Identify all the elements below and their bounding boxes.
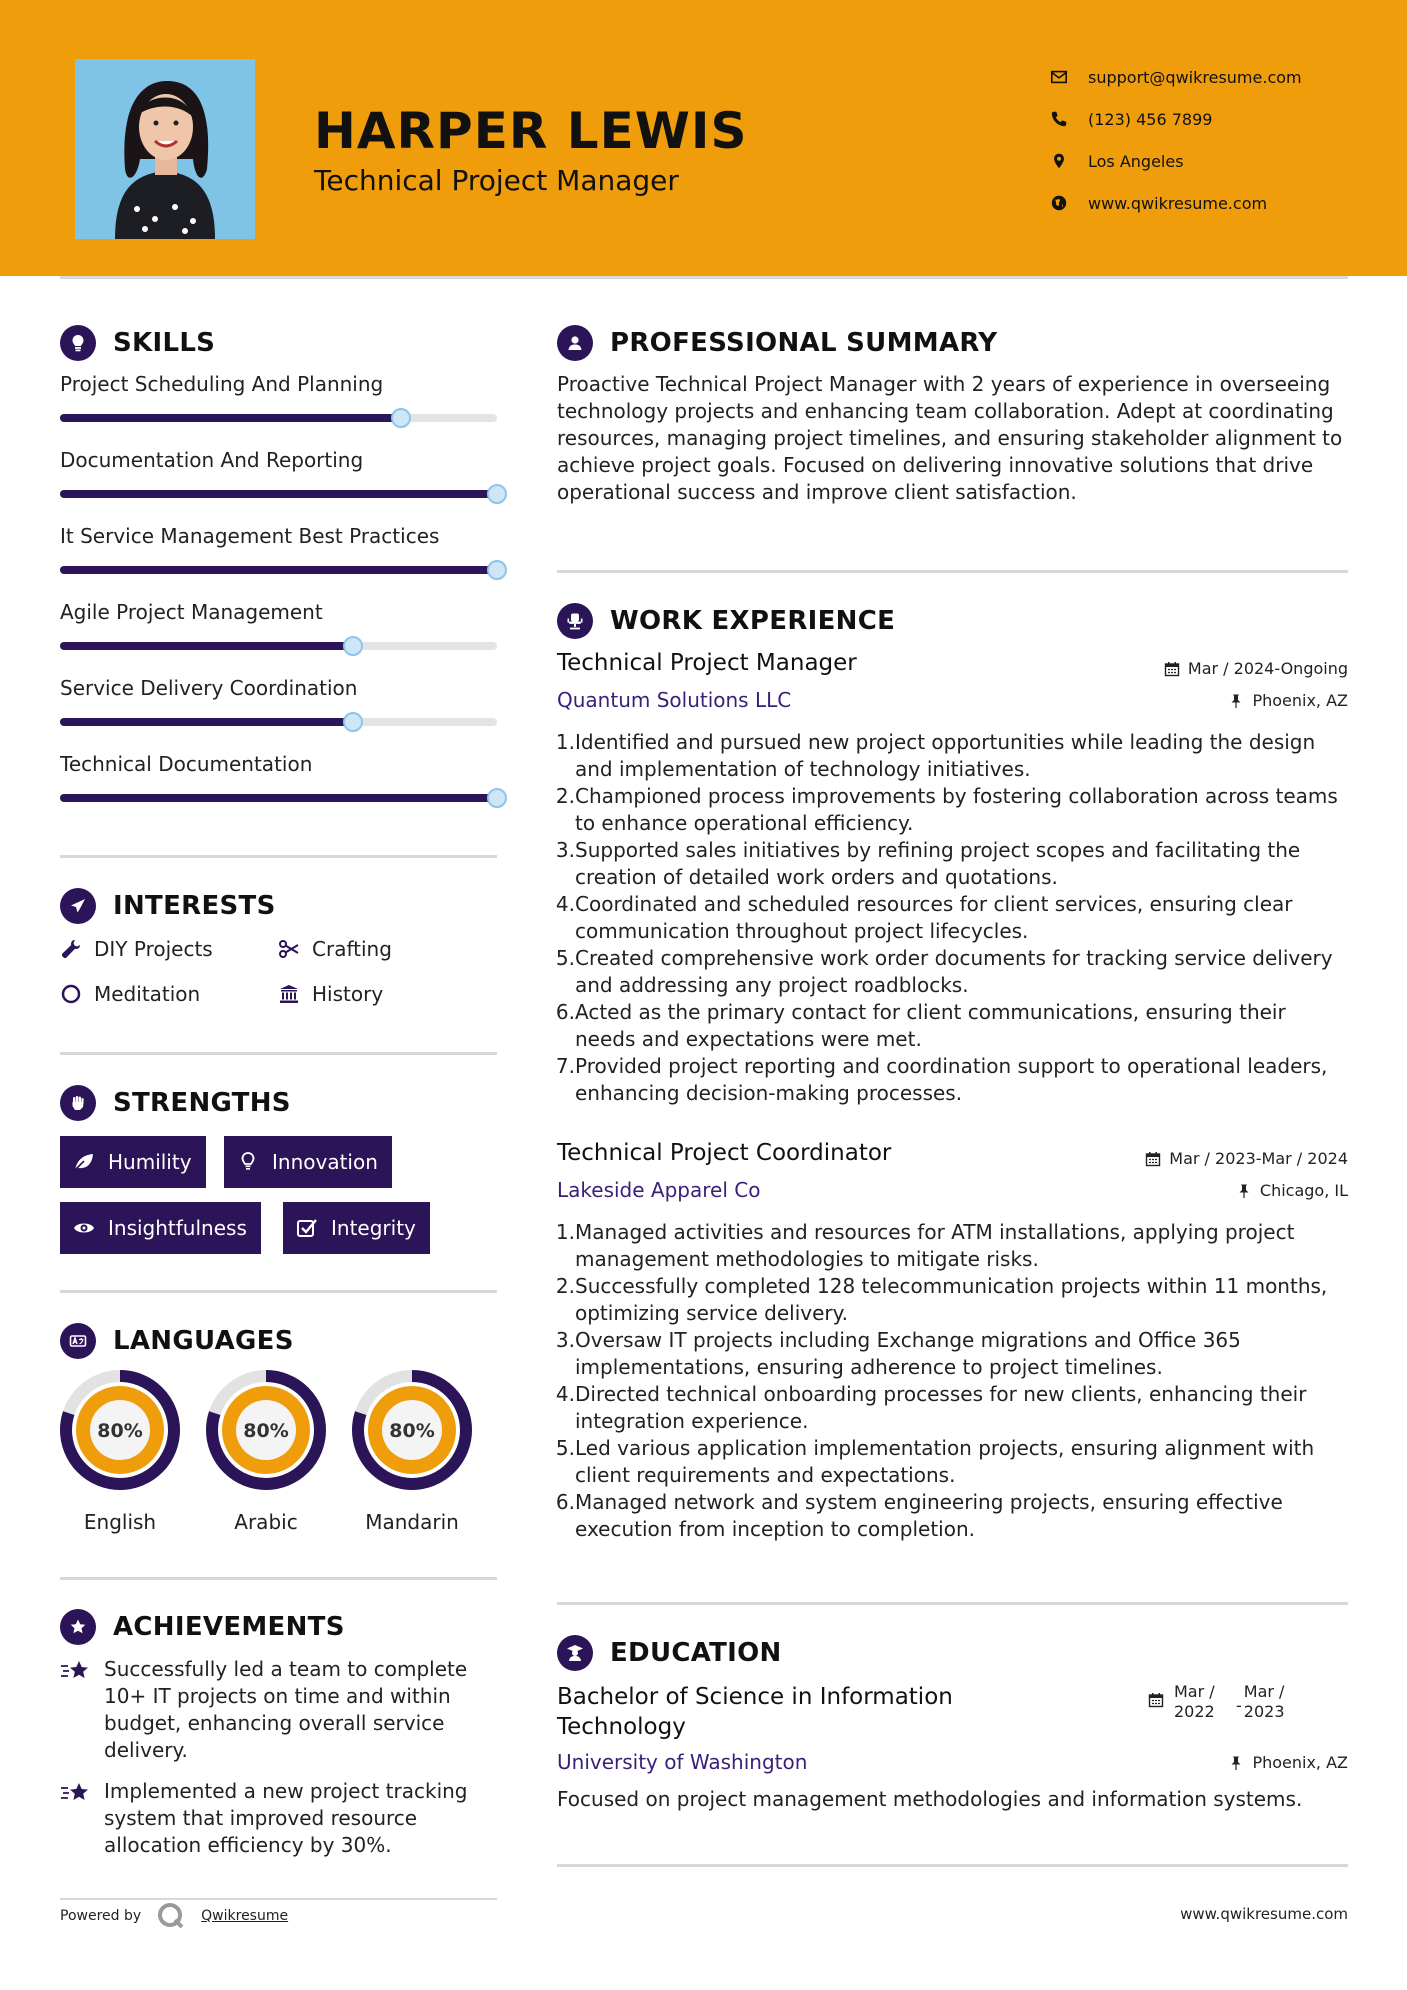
- education-end: [1244, 1682, 1285, 1722]
- skill-label: It Service Management Best Practices: [60, 524, 440, 548]
- shooting-star-icon: [60, 1658, 92, 1686]
- circle-icon: [60, 983, 82, 1005]
- bullet-item: [553, 729, 1343, 783]
- skill-bar: [60, 414, 497, 422]
- job-dates: [1145, 1149, 1348, 1168]
- strength-tag: [60, 1136, 206, 1188]
- job-dates-text: Mar / 2023-Mar / 2024: [1169, 1149, 1348, 1168]
- leaf-icon: [72, 1150, 96, 1174]
- bullet-text: Successfully completed 128 telecommunication projects within 11 months, optimizing service delivery.: [575, 1274, 1328, 1325]
- bullet-text: Managed activities and resources for ATM installations, applying project management methodologies to mitigate risks.: [575, 1220, 1295, 1271]
- calendar-icon: [1145, 1151, 1161, 1167]
- calendar-icon: [1164, 661, 1180, 677]
- bullet-item: [553, 783, 1343, 837]
- museum-icon: [278, 983, 300, 1005]
- bullet-item: [553, 891, 1343, 945]
- graduate-section-icon: [557, 1635, 593, 1671]
- bullet-item: [553, 837, 1343, 891]
- skill-bar-knob: [343, 636, 363, 656]
- summary-heading: [557, 325, 997, 361]
- paper-plane-section-icon: [60, 888, 96, 924]
- skill-label: Documentation And Reporting: [60, 448, 364, 472]
- bullet-item: [553, 1381, 1343, 1435]
- bullet-text: Acted as the primary contact for client communications, ensuring their needs and expectations were met.: [575, 1000, 1286, 1051]
- strength-label: Integrity: [331, 1216, 416, 1240]
- skill-bar-knob: [487, 560, 507, 580]
- job-title: Technical Project Manager: [557, 650, 857, 676]
- experience-heading: [557, 603, 895, 639]
- job-bullets: [553, 729, 1343, 1107]
- qwikresume-logo-icon: [155, 1900, 187, 1932]
- interests-heading: [60, 888, 276, 924]
- skills-heading: [60, 325, 215, 361]
- strength-label: Innovation: [272, 1150, 378, 1174]
- contact-phone-text: (123) 456 7899: [1088, 109, 1213, 129]
- skills-title: SKILLS: [113, 328, 216, 358]
- education-title: EDUCATION: [610, 1638, 782, 1668]
- interest-label: Crafting: [312, 937, 392, 961]
- skill-bar-fill: [60, 490, 497, 498]
- achievement-text: Successfully led a team to complete 10+ IT projects on time and within budget, enhancing overall service delivery.: [104, 1657, 468, 1762]
- skill-bar-fill: [60, 642, 353, 650]
- powered-by-text: Powered by: [60, 1908, 142, 1924]
- bullet-number: 2.: [555, 1274, 575, 1298]
- achievements-heading: [60, 1609, 345, 1645]
- footer-website[interactable]: www.qwikresume.com: [1180, 1905, 1348, 1923]
- skill-bar: [60, 718, 497, 726]
- pushpin-icon: [1228, 1755, 1244, 1771]
- language-item: [204, 1368, 328, 1534]
- education-start: [1174, 1682, 1236, 1722]
- strength-tag: [224, 1136, 392, 1188]
- interests-title: INTERESTS: [113, 891, 276, 921]
- job-dates-text: Mar / 2024-Ongoing: [1187, 659, 1348, 678]
- skill-bar-fill: [60, 794, 497, 802]
- skill-label: Technical Documentation: [60, 752, 313, 776]
- skill-bar: [60, 794, 497, 802]
- language-name: Arabic: [234, 1510, 298, 1534]
- skill-bar: [60, 642, 497, 650]
- education-description: Focused on project management methodologies and information systems.: [557, 1787, 1303, 1811]
- bullet-item: [553, 1327, 1343, 1381]
- bullet-text: Directed technical onboarding processes for new clients, enhancing their integration experience.: [575, 1382, 1307, 1433]
- experience-title: WORK EXPERIENCE: [610, 606, 896, 636]
- skill-item: [60, 752, 500, 802]
- contact-website[interactable]: [1050, 182, 1302, 224]
- achievements-title: ACHIEVEMENTS: [113, 1612, 345, 1642]
- wrench-icon: [60, 938, 82, 960]
- divider: [557, 1864, 1348, 1867]
- job-company: Lakeside Apparel Co: [557, 1178, 761, 1202]
- achievement-item: [60, 1778, 500, 1859]
- language-section-icon: [60, 1323, 96, 1359]
- education-dash: -: [1236, 1696, 1242, 1715]
- language-item: [350, 1368, 474, 1534]
- language-name: Mandarin: [365, 1510, 459, 1534]
- bullet-item: [553, 945, 1343, 999]
- bullet-number: 4.: [555, 892, 575, 916]
- interest-item: [60, 937, 213, 961]
- skill-item: [60, 372, 500, 422]
- footer-powered-by: [60, 1900, 288, 1932]
- language-ring: [350, 1368, 474, 1492]
- education-location: [1228, 1753, 1348, 1772]
- degree-line: Bachelor of Science in Information: [557, 1684, 953, 1710]
- interest-label: Meditation: [94, 982, 201, 1006]
- bullet-text: Led various application implementation projects, ensuring alignment with client requirements and expectations.: [575, 1436, 1315, 1487]
- skill-item: [60, 448, 500, 498]
- skill-bar-fill: [60, 414, 401, 422]
- interest-label: DIY Projects: [94, 937, 213, 961]
- degree-title: [557, 1682, 953, 1742]
- bullet-number: 7.: [555, 1054, 575, 1078]
- education-school: University of Washington: [557, 1750, 808, 1774]
- scissors-icon: [278, 938, 300, 960]
- summary-title: PROFESSIONAL SUMMARY: [610, 328, 998, 358]
- divider: [60, 1577, 497, 1580]
- fist-section-icon: [60, 1085, 96, 1121]
- contact-email-text: support@qwikresume.com: [1088, 67, 1302, 87]
- education-start-line: Mar /: [1174, 1682, 1215, 1701]
- education-end-line: Mar /: [1243, 1682, 1285, 1701]
- strength-tag: [60, 1202, 261, 1254]
- profile-photo: [75, 59, 255, 239]
- education-location-text: Phoenix, AZ: [1252, 1753, 1348, 1772]
- interest-item: [278, 982, 383, 1006]
- bullet-item: [553, 1219, 1343, 1273]
- skill-bar-knob: [343, 712, 363, 732]
- bullet-text: Identified and pursued new project opportunities while leading the design and implementation of technology initiatives.: [575, 730, 1316, 781]
- bullet-text: Coordinated and scheduled resources for client services, ensuring clear communication throughout project lifecycles.: [575, 892, 1293, 943]
- contact-location: [1050, 140, 1302, 182]
- job-location: [1236, 1181, 1348, 1200]
- divider: [557, 570, 1348, 573]
- bullet-item: [553, 1273, 1343, 1327]
- job-bullets: [553, 1219, 1343, 1543]
- bullet-item: [553, 999, 1343, 1053]
- bullet-item: [553, 1489, 1343, 1543]
- skill-item: [60, 524, 500, 574]
- contact-email[interactable]: [1050, 56, 1302, 98]
- languages-heading: [60, 1323, 294, 1359]
- pushpin-icon: [1236, 1183, 1252, 1199]
- skill-bar-knob: [487, 788, 507, 808]
- pushpin-icon: [1228, 693, 1244, 709]
- divider: [60, 855, 497, 858]
- map-pin-icon: [1050, 152, 1068, 170]
- bullet-number: 3.: [555, 1328, 575, 1352]
- skill-bar-fill: [60, 718, 353, 726]
- degree-line: Technology: [557, 1714, 686, 1740]
- bullet-item: [553, 1053, 1343, 1107]
- interest-label: History: [312, 982, 384, 1006]
- job-title: Technical Project Coordinator: [557, 1140, 892, 1166]
- calendar-icon: [1148, 1692, 1164, 1708]
- language-ring: [204, 1368, 328, 1492]
- bullet-text: Created comprehensive work order documents for tracking service delivery and addressing any project roadblocks.: [575, 946, 1333, 997]
- job-location: [1228, 691, 1348, 710]
- header-banner: [0, 0, 1407, 276]
- bullet-number: 6.: [555, 1000, 575, 1024]
- lightbulb-icon: [236, 1150, 260, 1174]
- achievement-text: Implemented a new project tracking system that improved resource allocation efficiency by 30%.: [104, 1779, 468, 1857]
- strengths-heading: [60, 1085, 291, 1121]
- job-location-text: Chicago, IL: [1259, 1181, 1348, 1200]
- contact-location-text: Los Angeles: [1088, 151, 1184, 171]
- star-badge-section-icon: [60, 1609, 96, 1645]
- strength-label: Insightfulness: [108, 1216, 247, 1240]
- interest-item: [60, 982, 200, 1006]
- bullet-number: 4.: [555, 1382, 575, 1406]
- bullet-text: Provided project reporting and coordination support to operational leaders, enhancing decision-making processes.: [575, 1054, 1328, 1105]
- achievement-item: [60, 1656, 500, 1764]
- language-percent: 80%: [389, 1420, 435, 1442]
- skill-label: Service Delivery Coordination: [60, 676, 358, 700]
- office-chair-section-icon: [557, 603, 593, 639]
- skill-label: Agile Project Management: [60, 600, 323, 624]
- contact-website-text: www.qwikresume.com: [1088, 193, 1268, 213]
- bullet-text: Oversaw IT projects including Exchange migrations and Office 365 implementations, ensuring adherence to project timelines.: [575, 1328, 1241, 1379]
- strength-tag: [283, 1202, 430, 1254]
- skill-bar-fill: [60, 566, 497, 574]
- strength-label: Humility: [108, 1150, 192, 1174]
- divider: [60, 1290, 497, 1293]
- bullet-number: 5.: [555, 1436, 575, 1460]
- phone-icon: [1050, 110, 1068, 128]
- contact-phone[interactable]: [1050, 98, 1302, 140]
- shooting-star-icon: [60, 1780, 92, 1808]
- divider: [557, 1602, 1348, 1605]
- language-item: [58, 1368, 182, 1534]
- contact-block: [1050, 56, 1302, 224]
- candidate-name: HARPER LEWIS: [314, 102, 748, 160]
- globe-icon: [1050, 194, 1068, 212]
- language-percent: 80%: [97, 1420, 143, 1442]
- brand-link[interactable]: Qwikresume: [201, 1908, 289, 1924]
- check-square-icon: [295, 1216, 319, 1240]
- skill-item: [60, 600, 500, 650]
- summary-text: Proactive Technical Project Manager with 2 years of experience in overseeing technology projects and enhancing team collaboration. Adept at coordinating resources, managing project timelines, and ensuring stakeholder alignment to achieve project goals. Focused on delivering innovative solutions that drive operational success and improve client satisfaction.: [557, 372, 1343, 504]
- bullet-item: [553, 1435, 1343, 1489]
- bullet-text: Championed process improvements by fostering collaboration across teams to enhance operational efficiency.: [575, 784, 1338, 835]
- languages-title: LANGUAGES: [113, 1326, 294, 1356]
- job-company: Quantum Solutions LLC: [557, 688, 792, 712]
- job-location-text: Phoenix, AZ: [1252, 691, 1348, 710]
- skill-item: [60, 676, 500, 726]
- job-dates: [1164, 659, 1348, 678]
- strengths-title: STRENGTHS: [113, 1088, 291, 1118]
- education-end-line: 2023: [1243, 1702, 1285, 1721]
- interest-item: [278, 937, 392, 961]
- bullet-number: 6.: [555, 1490, 575, 1514]
- education-start-line: 2022: [1174, 1702, 1215, 1721]
- language-percent: 80%: [243, 1420, 289, 1442]
- eye-icon: [72, 1216, 96, 1240]
- bullet-number: 1.: [555, 1220, 575, 1244]
- education-dates: [1148, 1682, 1285, 1722]
- bullet-text: Managed network and system engineering projects, ensuring effective execution from inception to completion.: [575, 1490, 1283, 1541]
- bullet-number: 2.: [555, 784, 575, 808]
- skill-bar: [60, 566, 497, 574]
- skill-bar: [60, 490, 497, 498]
- user-section-icon: [557, 325, 593, 361]
- language-ring: [58, 1368, 182, 1492]
- language-name: English: [83, 1510, 157, 1534]
- skill-bar-knob: [487, 484, 507, 504]
- skill-label: Project Scheduling And Planning: [60, 372, 384, 396]
- lightbulb-section-icon: [60, 325, 96, 361]
- candidate-role: Technical Project Manager: [314, 164, 679, 197]
- bullet-number: 5.: [555, 946, 575, 970]
- education-heading: [557, 1635, 782, 1671]
- divider: [60, 1052, 497, 1055]
- bullet-text: Supported sales initiatives by refining project scopes and facilitating the creation of detailed work orders and quotations.: [575, 838, 1301, 889]
- skill-bar-knob: [391, 408, 411, 428]
- envelope-icon: [1050, 68, 1068, 86]
- bullet-number: 3.: [555, 838, 575, 862]
- bullet-number: 1.: [555, 730, 575, 754]
- header-divider: [60, 276, 1348, 279]
